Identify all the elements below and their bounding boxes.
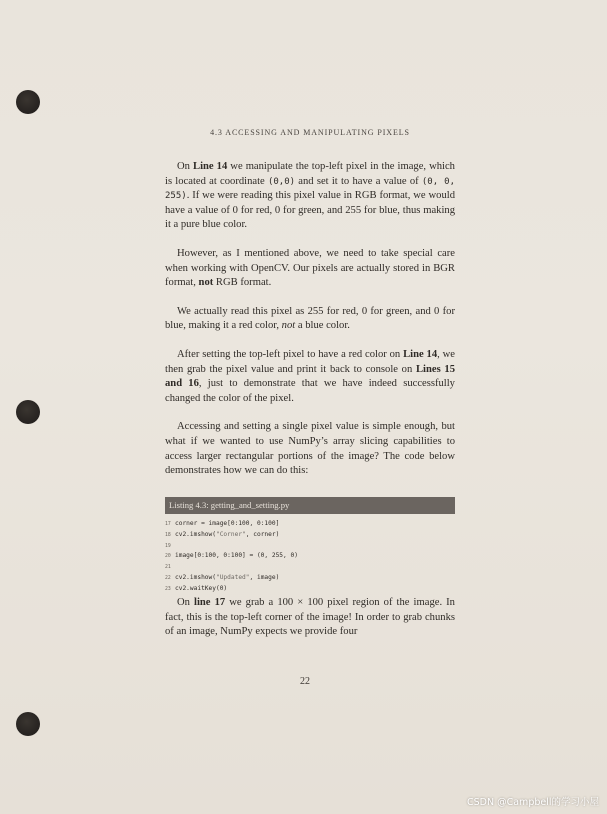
text: However, as I mentioned above, we need to take special care when working with OpenCV. Our pixels are actually stored in BGR format, (165, 247, 455, 289)
text: We actually read this pixel as 255 for red, 0 for green, and 0 for blue, making it a red color, (165, 305, 455, 332)
text: we manipulate the top-left pixel in the image, which is located at coordinate (165, 161, 455, 187)
text: . If we were reading this pixel value in RGB format, we would have a value of 0 for red, 0 for green, and 255 for blue, thus making it a pure blue color. (165, 190, 455, 231)
line-number: 20 (165, 554, 171, 560)
paragraph-1 (165, 160, 455, 233)
text: , we then grab the pixel value and print it back to console on (165, 348, 455, 375)
body-text-top (165, 160, 455, 493)
running-header: 4.3 ACCESSING AND MANIPULATING PIXELS (210, 128, 410, 137)
inline-code: (0, 0, 255) (165, 176, 455, 202)
code-listing (165, 519, 455, 595)
line-number: 18 (165, 532, 171, 538)
code-line (165, 562, 455, 573)
code-line (165, 573, 455, 584)
code-line (165, 541, 455, 552)
code-text: , corner) (245, 530, 280, 538)
code-line (165, 584, 455, 595)
line-ref: line 17 (194, 597, 226, 608)
emphasis: not (281, 320, 296, 332)
paragraph-3 (165, 305, 455, 334)
code-text: image[0:100, 0:100] = (0, 255, 0) (175, 552, 298, 560)
line-number: 22 (165, 575, 171, 581)
text: , just to demonstrate that we have indeed successfully changed the color of the pixel. (165, 378, 455, 404)
text: After setting the top-left pixel to have a red color on (177, 348, 404, 360)
code-text: cv2.imshow( (175, 573, 216, 581)
code-text: , image) (249, 573, 280, 581)
code-line (165, 530, 455, 541)
binder-hole-top (16, 90, 40, 114)
inline-code: (0,0) (267, 176, 296, 187)
line-number: 21 (165, 565, 171, 571)
paragraph-5 (165, 420, 455, 478)
text: and set it to have a value of (295, 175, 422, 187)
binder-hole-middle (16, 400, 40, 424)
text: Accessing and setting a single pixel value is simple enough, but what if we wanted to use NumPy’s array slicing capabilities to access larger rectangular portions of the image? The code below demonstrates how we can do this: (165, 421, 455, 477)
listing-title: Listing 4.3: getting_and_setting.py (165, 497, 455, 514)
text: On (177, 161, 193, 172)
code-line (165, 519, 455, 530)
binder-hole-bottom (16, 712, 40, 736)
code-text: corner = image[0:100, 0:100] (175, 520, 280, 527)
code-text: cv2.imshow( (175, 530, 216, 538)
code-string: "Corner" (215, 530, 246, 538)
page-number: 22 (300, 676, 310, 687)
code-text: cv2.waitKey(0) (175, 584, 228, 592)
body-text-bottom (165, 596, 455, 654)
text: we grab a 100 × 100 pixel region of the image. In fact, this is the top-left corner of the image! In order to grab chunks of an image, NumPy expects we provide four (165, 597, 455, 638)
paragraph-2 (165, 247, 455, 291)
emphasis: not (198, 277, 214, 289)
text: On (177, 597, 195, 608)
text: a blue color. (295, 320, 350, 332)
text: RGB format. (213, 277, 272, 289)
line-number: 23 (165, 586, 171, 592)
paragraph-6 (165, 596, 455, 640)
paragraph-4 (165, 348, 455, 406)
code-line (165, 551, 455, 562)
code-string: "Updated" (215, 573, 250, 581)
line-number: 17 (165, 522, 171, 527)
line-number: 19 (165, 543, 171, 549)
watermark: CSDN @Campbell的学习小屋 (467, 797, 599, 808)
line-ref: Line 14 (193, 161, 228, 172)
line-ref: Lines 15 and 16 (165, 363, 456, 390)
line-ref: Line 14 (403, 348, 438, 360)
